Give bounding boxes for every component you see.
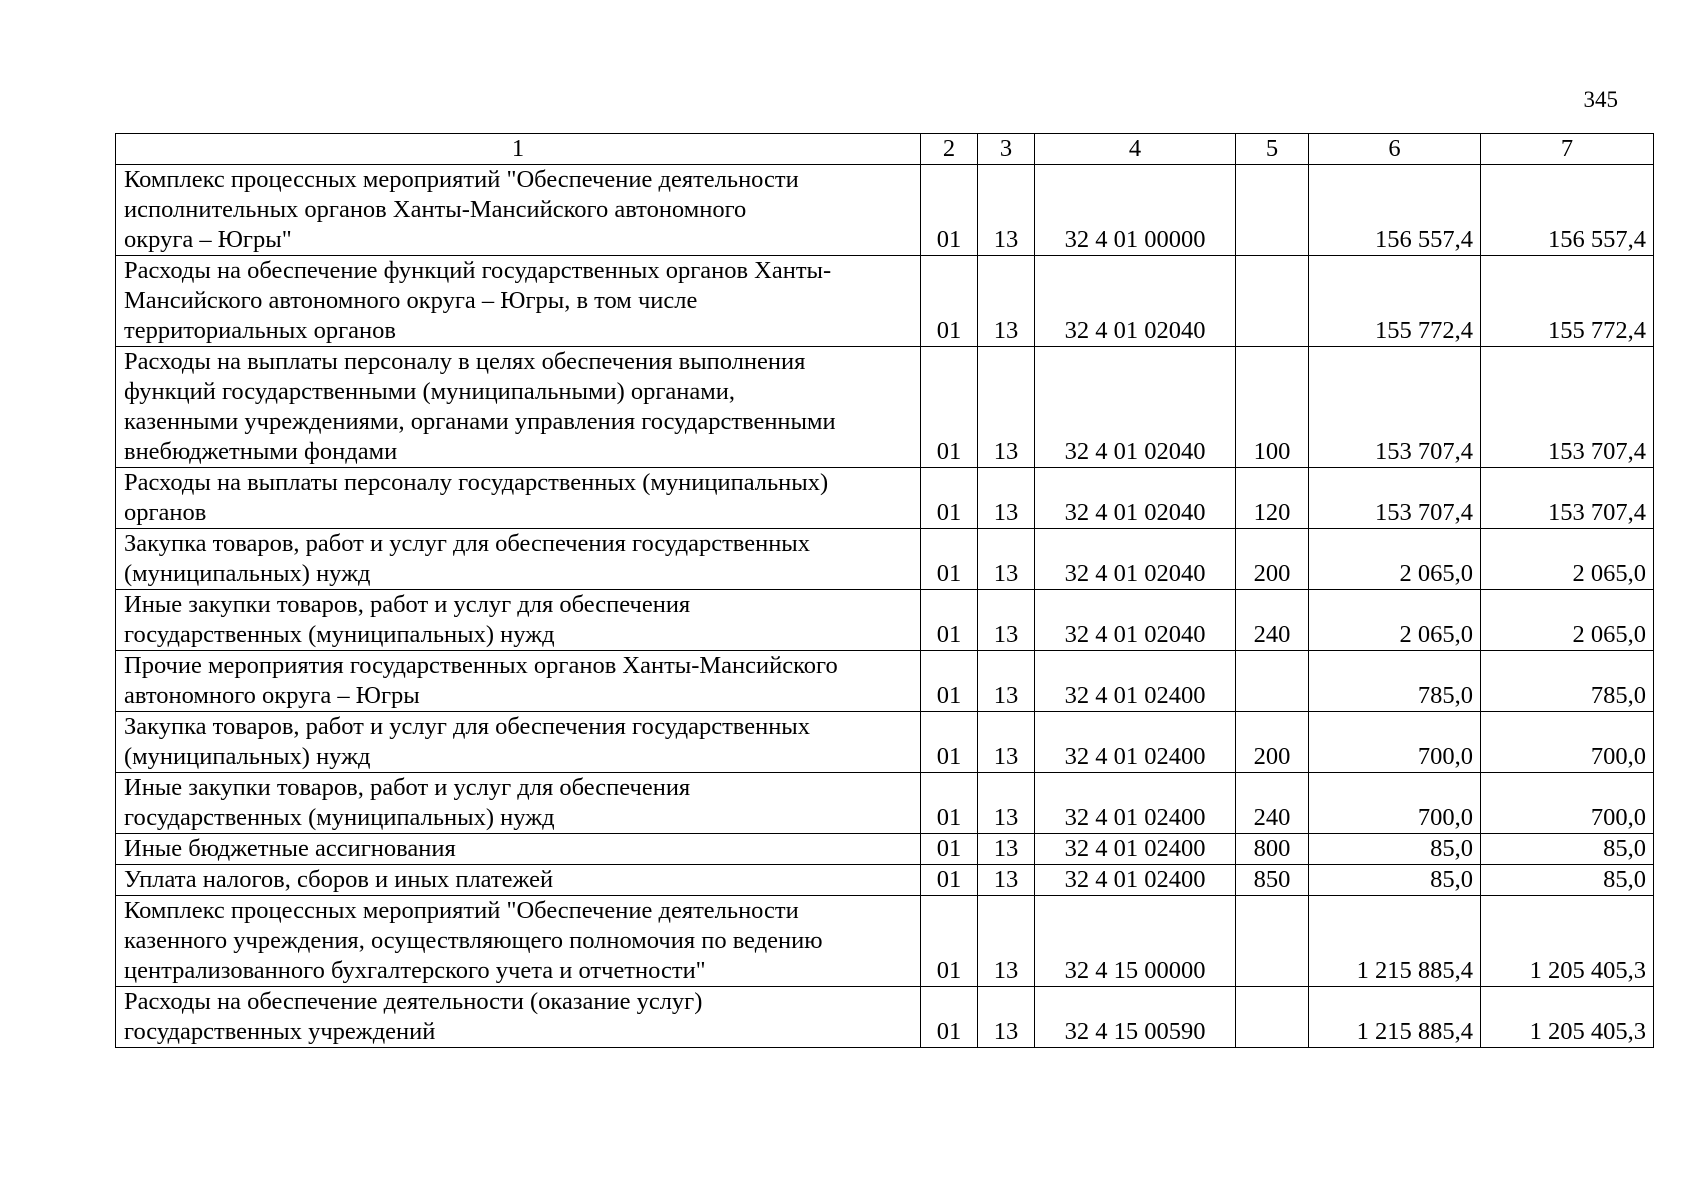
page-number: 345 xyxy=(1583,87,1618,112)
row-amount-col6: 700,0 xyxy=(1309,773,1481,834)
row-subsection-code: 13 xyxy=(978,165,1035,256)
row-subsection-code: 13 xyxy=(978,256,1035,347)
row-amount-col6: 153 707,4 xyxy=(1309,468,1481,529)
column-header-3: 3 xyxy=(978,134,1035,165)
description-line: Прочие мероприятия государственных органов Ханты-Мансийского xyxy=(124,652,838,679)
column-header-4: 4 xyxy=(1035,134,1236,165)
row-section-code: 01 xyxy=(921,529,978,590)
row-subsection-code: 13 xyxy=(978,590,1035,651)
row-description xyxy=(116,165,921,256)
row-description xyxy=(116,865,921,896)
table-row xyxy=(116,590,1654,651)
row-amount-col7: 2 065,0 xyxy=(1481,529,1654,590)
row-amount-col6: 153 707,4 xyxy=(1309,347,1481,468)
row-expense-type: 240 xyxy=(1236,590,1309,651)
row-description xyxy=(116,987,921,1048)
row-section-code: 01 xyxy=(921,347,978,468)
table-row xyxy=(116,834,1654,865)
table-row xyxy=(116,165,1654,256)
description-line: Расходы на обеспечение деятельности (оказание услуг) xyxy=(124,988,703,1015)
description-line: автономного округа – Югры xyxy=(124,682,420,709)
table-row xyxy=(116,712,1654,773)
description-line: органов xyxy=(124,499,207,526)
row-description xyxy=(116,529,921,590)
table-row xyxy=(116,651,1654,712)
description-line: Мансийского автономного округа – Югры, в том числе xyxy=(124,287,698,314)
description-line: Иные закупки товаров, работ и услуг для обеспечения xyxy=(124,591,691,618)
description-line: округа – Югры" xyxy=(124,226,292,253)
description-line: Иные закупки товаров, работ и услуг для обеспечения xyxy=(124,774,691,801)
description-line: исполнительных органов Ханты-Мансийского автономного xyxy=(124,196,747,223)
description-line: Комплекс процессных мероприятий "Обеспечение деятельности xyxy=(124,166,799,193)
row-target-article: 32 4 01 02040 xyxy=(1035,590,1236,651)
row-expense-type xyxy=(1236,987,1309,1048)
row-amount-col6: 156 557,4 xyxy=(1309,165,1481,256)
row-section-code: 01 xyxy=(921,651,978,712)
description-line: Расходы на выплаты персоналу государственных (муниципальных) xyxy=(124,469,829,496)
row-target-article: 32 4 15 00590 xyxy=(1035,987,1236,1048)
row-section-code: 01 xyxy=(921,256,978,347)
description-line: централизованного бухгалтерского учета и отчетности" xyxy=(124,957,706,984)
row-description xyxy=(116,256,921,347)
row-amount-col7: 1 205 405,3 xyxy=(1481,987,1654,1048)
row-amount-col7: 155 772,4 xyxy=(1481,256,1654,347)
column-header-1: 1 xyxy=(116,134,921,165)
row-expense-type xyxy=(1236,165,1309,256)
row-target-article: 32 4 01 02400 xyxy=(1035,834,1236,865)
table-row xyxy=(116,468,1654,529)
row-description xyxy=(116,590,921,651)
description-line: Закупка товаров, работ и услуг для обеспечения государственных xyxy=(124,530,811,557)
row-description xyxy=(116,712,921,773)
row-amount-col7: 85,0 xyxy=(1481,865,1654,896)
row-amount-col6: 2 065,0 xyxy=(1309,590,1481,651)
row-description xyxy=(116,347,921,468)
row-description xyxy=(116,834,921,865)
row-target-article: 32 4 01 02400 xyxy=(1035,865,1236,896)
table-row xyxy=(116,896,1654,987)
row-subsection-code: 13 xyxy=(978,529,1035,590)
row-amount-col6: 785,0 xyxy=(1309,651,1481,712)
row-subsection-code: 13 xyxy=(978,834,1035,865)
row-amount-col7: 1 205 405,3 xyxy=(1481,896,1654,987)
row-amount-col6: 1 215 885,4 xyxy=(1309,896,1481,987)
row-target-article: 32 4 01 00000 xyxy=(1035,165,1236,256)
table-row xyxy=(116,256,1654,347)
row-amount-col7: 2 065,0 xyxy=(1481,590,1654,651)
description-line: Иные бюджетные ассигнования xyxy=(124,835,456,862)
description-line: Закупка товаров, работ и услуг для обеспечения государственных xyxy=(124,713,811,740)
row-amount-col6: 2 065,0 xyxy=(1309,529,1481,590)
row-target-article: 32 4 01 02400 xyxy=(1035,651,1236,712)
table-row xyxy=(116,987,1654,1048)
description-line: внебюджетными фондами xyxy=(124,438,398,465)
description-line: функций государственными (муниципальными) органами, xyxy=(124,378,736,405)
row-expense-type xyxy=(1236,651,1309,712)
row-subsection-code: 13 xyxy=(978,773,1035,834)
row-expense-type: 200 xyxy=(1236,712,1309,773)
description-line: Комплекс процессных мероприятий "Обеспечение деятельности xyxy=(124,897,799,924)
row-section-code: 01 xyxy=(921,590,978,651)
row-amount-col7: 153 707,4 xyxy=(1481,468,1654,529)
row-target-article: 32 4 01 02040 xyxy=(1035,529,1236,590)
row-amount-col7: 153 707,4 xyxy=(1481,347,1654,468)
row-section-code: 01 xyxy=(921,896,978,987)
row-expense-type: 240 xyxy=(1236,773,1309,834)
row-expense-type xyxy=(1236,256,1309,347)
row-target-article: 32 4 01 02040 xyxy=(1035,468,1236,529)
table-row xyxy=(116,773,1654,834)
table-row xyxy=(116,529,1654,590)
row-description xyxy=(116,468,921,529)
row-subsection-code: 13 xyxy=(978,712,1035,773)
row-section-code: 01 xyxy=(921,773,978,834)
table-row xyxy=(116,865,1654,896)
row-amount-col7: 700,0 xyxy=(1481,712,1654,773)
row-target-article: 32 4 15 00000 xyxy=(1035,896,1236,987)
description-line: территориальных органов xyxy=(124,317,396,344)
description-line: Уплата налогов, сборов и иных платежей xyxy=(124,866,554,893)
row-section-code: 01 xyxy=(921,865,978,896)
description-line: казенного учреждения, осуществляющего полномочия по ведению xyxy=(124,927,823,954)
budget-table xyxy=(115,133,1654,1048)
header-row xyxy=(116,134,1654,165)
row-expense-type: 200 xyxy=(1236,529,1309,590)
row-target-article: 32 4 01 02400 xyxy=(1035,773,1236,834)
row-subsection-code: 13 xyxy=(978,347,1035,468)
row-description xyxy=(116,773,921,834)
row-section-code: 01 xyxy=(921,468,978,529)
row-section-code: 01 xyxy=(921,712,978,773)
row-subsection-code: 13 xyxy=(978,468,1035,529)
row-amount-col7: 85,0 xyxy=(1481,834,1654,865)
row-subsection-code: 13 xyxy=(978,651,1035,712)
column-header-2: 2 xyxy=(921,134,978,165)
row-section-code: 01 xyxy=(921,987,978,1048)
row-amount-col6: 155 772,4 xyxy=(1309,256,1481,347)
description-line: (муниципальных) нужд xyxy=(124,560,371,587)
column-header-6: 6 xyxy=(1309,134,1481,165)
row-amount-col7: 156 557,4 xyxy=(1481,165,1654,256)
column-header-7: 7 xyxy=(1481,134,1654,165)
row-target-article: 32 4 01 02040 xyxy=(1035,256,1236,347)
row-subsection-code: 13 xyxy=(978,987,1035,1048)
row-expense-type xyxy=(1236,896,1309,987)
row-expense-type: 850 xyxy=(1236,865,1309,896)
description-line: государственных (муниципальных) нужд xyxy=(124,621,555,648)
table-row xyxy=(116,347,1654,468)
row-amount-col7: 785,0 xyxy=(1481,651,1654,712)
row-section-code: 01 xyxy=(921,165,978,256)
row-subsection-code: 13 xyxy=(978,865,1035,896)
description-line: государственных (муниципальных) нужд xyxy=(124,804,555,831)
row-description xyxy=(116,896,921,987)
row-target-article: 32 4 01 02040 xyxy=(1035,347,1236,468)
description-line: государственных учреждений xyxy=(124,1018,436,1045)
table-body xyxy=(116,165,1654,1048)
row-amount-col6: 700,0 xyxy=(1309,712,1481,773)
description-line: Расходы на обеспечение функций государственных органов Ханты- xyxy=(124,257,832,284)
column-header-5: 5 xyxy=(1236,134,1309,165)
description-line: (муниципальных) нужд xyxy=(124,743,371,770)
row-target-article: 32 4 01 02400 xyxy=(1035,712,1236,773)
description-line: Расходы на выплаты персоналу в целях обеспечения выполнения xyxy=(124,348,806,375)
row-subsection-code: 13 xyxy=(978,896,1035,987)
description-line: казенными учреждениями, органами управления государственными xyxy=(124,408,836,435)
row-amount-col7: 700,0 xyxy=(1481,773,1654,834)
row-amount-col6: 1 215 885,4 xyxy=(1309,987,1481,1048)
row-expense-type: 100 xyxy=(1236,347,1309,468)
row-expense-type: 120 xyxy=(1236,468,1309,529)
row-amount-col6: 85,0 xyxy=(1309,834,1481,865)
row-description xyxy=(116,651,921,712)
row-expense-type: 800 xyxy=(1236,834,1309,865)
row-amount-col6: 85,0 xyxy=(1309,865,1481,896)
row-section-code: 01 xyxy=(921,834,978,865)
